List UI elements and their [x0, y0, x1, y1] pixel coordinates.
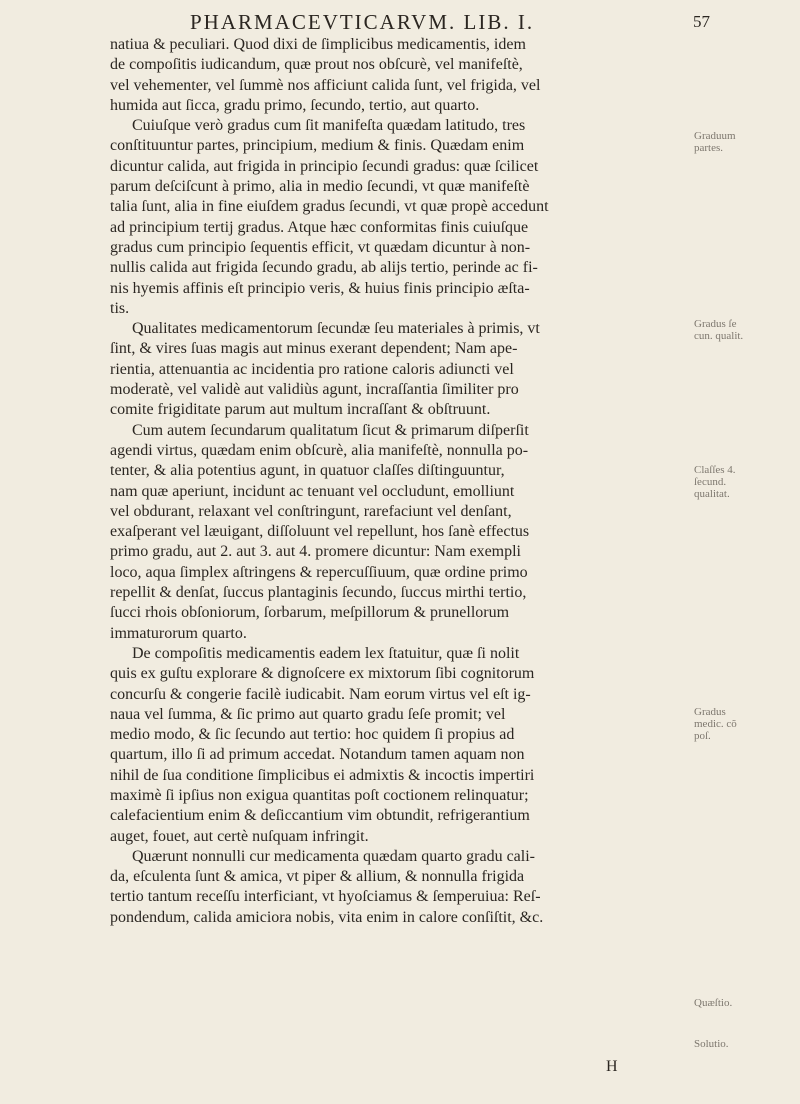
margin-note-line: partes. [694, 142, 724, 154]
text-line: natiua & peculiari. Quod dixi de ſimplicibus medicamentis, idem [110, 36, 526, 53]
margin-note-classes-secundarum [694, 464, 794, 500]
text-line: nullis calida aut frigida ſecundo gradu, ab alijs tertio, perinde ac fi- [110, 259, 538, 277]
body-text [110, 35, 688, 928]
margin-note-line: Gradus [694, 706, 726, 718]
margin-note-line: poſ. [694, 730, 711, 742]
text-line: primo gradu, aut 2. aut 3. aut 4. promere dicuntur: Nam exempli [110, 543, 521, 561]
page-number: 57 [693, 12, 710, 31]
text-line: humida aut ſicca, gradu primo, ſecundo, tertio, aut quarto. [110, 96, 480, 114]
text-line: auget, fouet, aut certè nuſquam infringit. [110, 827, 369, 845]
text-line: conſtituuntur partes, principium, medium & finis. Quædam enim [110, 137, 525, 155]
margin-note-line: ſecund. [694, 476, 727, 488]
text-line: nis hyemis affinis eſt principio veris, & huius finis principio æſta- [110, 279, 530, 297]
text-line: de compoſitis iudicandum, quæ prout nos obſcurè, vel manifeſtè, [110, 56, 523, 74]
text-line: agendi virtus, quædam enim obſcurè, alia manifeſtè, nonnulla po- [110, 441, 529, 459]
margin-note-line: cun. qualit. [694, 330, 744, 342]
text-line: Quærunt nonnulli cur medicamenta quædam quarto gradu cali- [132, 847, 535, 865]
text-line: tertio tantum receſſu interficiant, vt hyoſciamus & ſemperuiua: Reſ- [110, 888, 541, 906]
text-line: quis ex guſtu explorare & dignoſcere ex mixtorum ſibi cognitorum [110, 665, 535, 683]
text-line: tenter, & alia potentius agunt, in quatuor claſſes diſtinguuntur, [110, 462, 505, 480]
margin-note-gradus-compositorum [694, 706, 794, 742]
text-line: Qualitates medicamentorum ſecundæ ſeu materiales à primis, vt [132, 320, 540, 338]
text-line: calefacientium enim & deſiccantium vim obtundit, refrigerantium [110, 807, 530, 825]
margin-note-line: Gradus ſe [694, 318, 737, 330]
margin-note-line: Quæſtio. [694, 997, 733, 1009]
text-line: comite frigiditate parum aut multum incraſſant & obſtruunt. [110, 401, 491, 419]
text-line: moderatè, vel validè aut validiùs agunt, incraſſantia ſimiliter pro [110, 381, 519, 399]
text-line: nihil de ſua conditione ſimplicibus ei admixtis & incoctis impertiri [110, 766, 535, 784]
text-line: vel vehementer, vel ſummè nos afficiunt calida ſunt, vel frigida, vel [110, 76, 541, 94]
margin-note-line: Graduum [694, 130, 736, 142]
catchword: H [606, 1058, 618, 1075]
text-line: quartum, illo ſi ad primum accedat. Notandum tamen aquam non [110, 746, 525, 764]
margin-note-gradus-partes [694, 130, 794, 154]
text-line: Cum autem ſecundarum qualitatum ſicut & primarum diſperſit [132, 421, 529, 439]
margin-note-gradus-secundarum [694, 318, 794, 342]
text-line: exaſperant vel læuigant, diſſoluunt vel repellunt, hos ſanè effectus [110, 523, 530, 541]
text-line: nam quæ aperiunt, incidunt ac tenuant vel occludunt, emolliunt [110, 482, 515, 500]
text-line: naua vel ſumma, & ſic primo aut quarto gradu ſeſe promit; vel [110, 705, 506, 723]
text-line: medio modo, & ſic ſecundo aut tertio: hoc quidem ſi propius ad [110, 726, 515, 744]
text-line: Cuiuſque verò gradus cum ſit manifeſta quædam latitudo, tres [132, 117, 526, 135]
text-line: dicuntur calida, aut frigida in principio ſecundi gradus: quæ ſcilicet [110, 157, 539, 175]
margin-note-solutio [694, 1038, 794, 1050]
text-line: ad principium tertij gradus. Atque hæc conformitas finis cuiuſque [110, 218, 529, 236]
text-line: vel obdurant, relaxant vel conſtringunt, rarefaciunt vel denſant, [110, 502, 512, 520]
running-title: PHARMACEVTICARVM. LIB. I. [190, 10, 535, 34]
text-line: repellit & denſat, ſuccus plantaginis ſecundo, ſuccus mirthi tertio, [110, 584, 527, 602]
text-line: ſucci rhois obſoniorum, ſorbarum, meſpillorum & prunellorum [110, 604, 510, 622]
text-line: rientia, attenuantia ac incidentia pro ratione caloris adiuncti vel [110, 360, 514, 378]
text-line: talia ſunt, alia in fine eiuſdem gradus ſecundi, vt quæ propè accedunt [110, 198, 549, 216]
text-line: maximè ſi ipſius non exigua quantitas poſt coctionem relinquatur; [110, 786, 529, 804]
margin-note-line: Solutio. [694, 1038, 729, 1050]
text-line: pondendum, calida amiciora nobis, vita enim in calore conſiſtit, &c. [110, 908, 544, 926]
margin-note-line: qualitat. [694, 488, 730, 500]
text-line: De compoſitis medicamentis eadem lex ſtatuitur, quæ ſi nolit [132, 644, 520, 662]
text-line: parum deſciſcunt à primo, alia in medio ſecundi, vt quæ manifeſtè [110, 178, 530, 196]
running-header [190, 10, 710, 38]
margin-note-quaestio [694, 997, 794, 1009]
text-line: da, eſculenta ſunt & amica, vt piper & allium, & nonnulla frigida [110, 868, 525, 886]
text-line: loco, aqua ſimplex aſtringens & repercuſſiuum, quæ ordine primo [110, 563, 528, 581]
text-line: tis. [110, 299, 130, 317]
margin-note-line: medic. cõ [694, 718, 737, 730]
margin-note-line: Claſſes 4. [694, 464, 736, 476]
text-line: concurſu & congerie facilè iudicabit. Nam eorum virtus vel eſt ig- [110, 685, 531, 703]
text-line: gradus cum principio ſequentis efficit, vt quædam dicuntur à non- [110, 238, 531, 256]
text-line: immaturorum quarto. [110, 624, 247, 642]
text-line: ſint, & vires ſuas magis aut minus exerant dependent; Nam ape- [110, 340, 518, 358]
